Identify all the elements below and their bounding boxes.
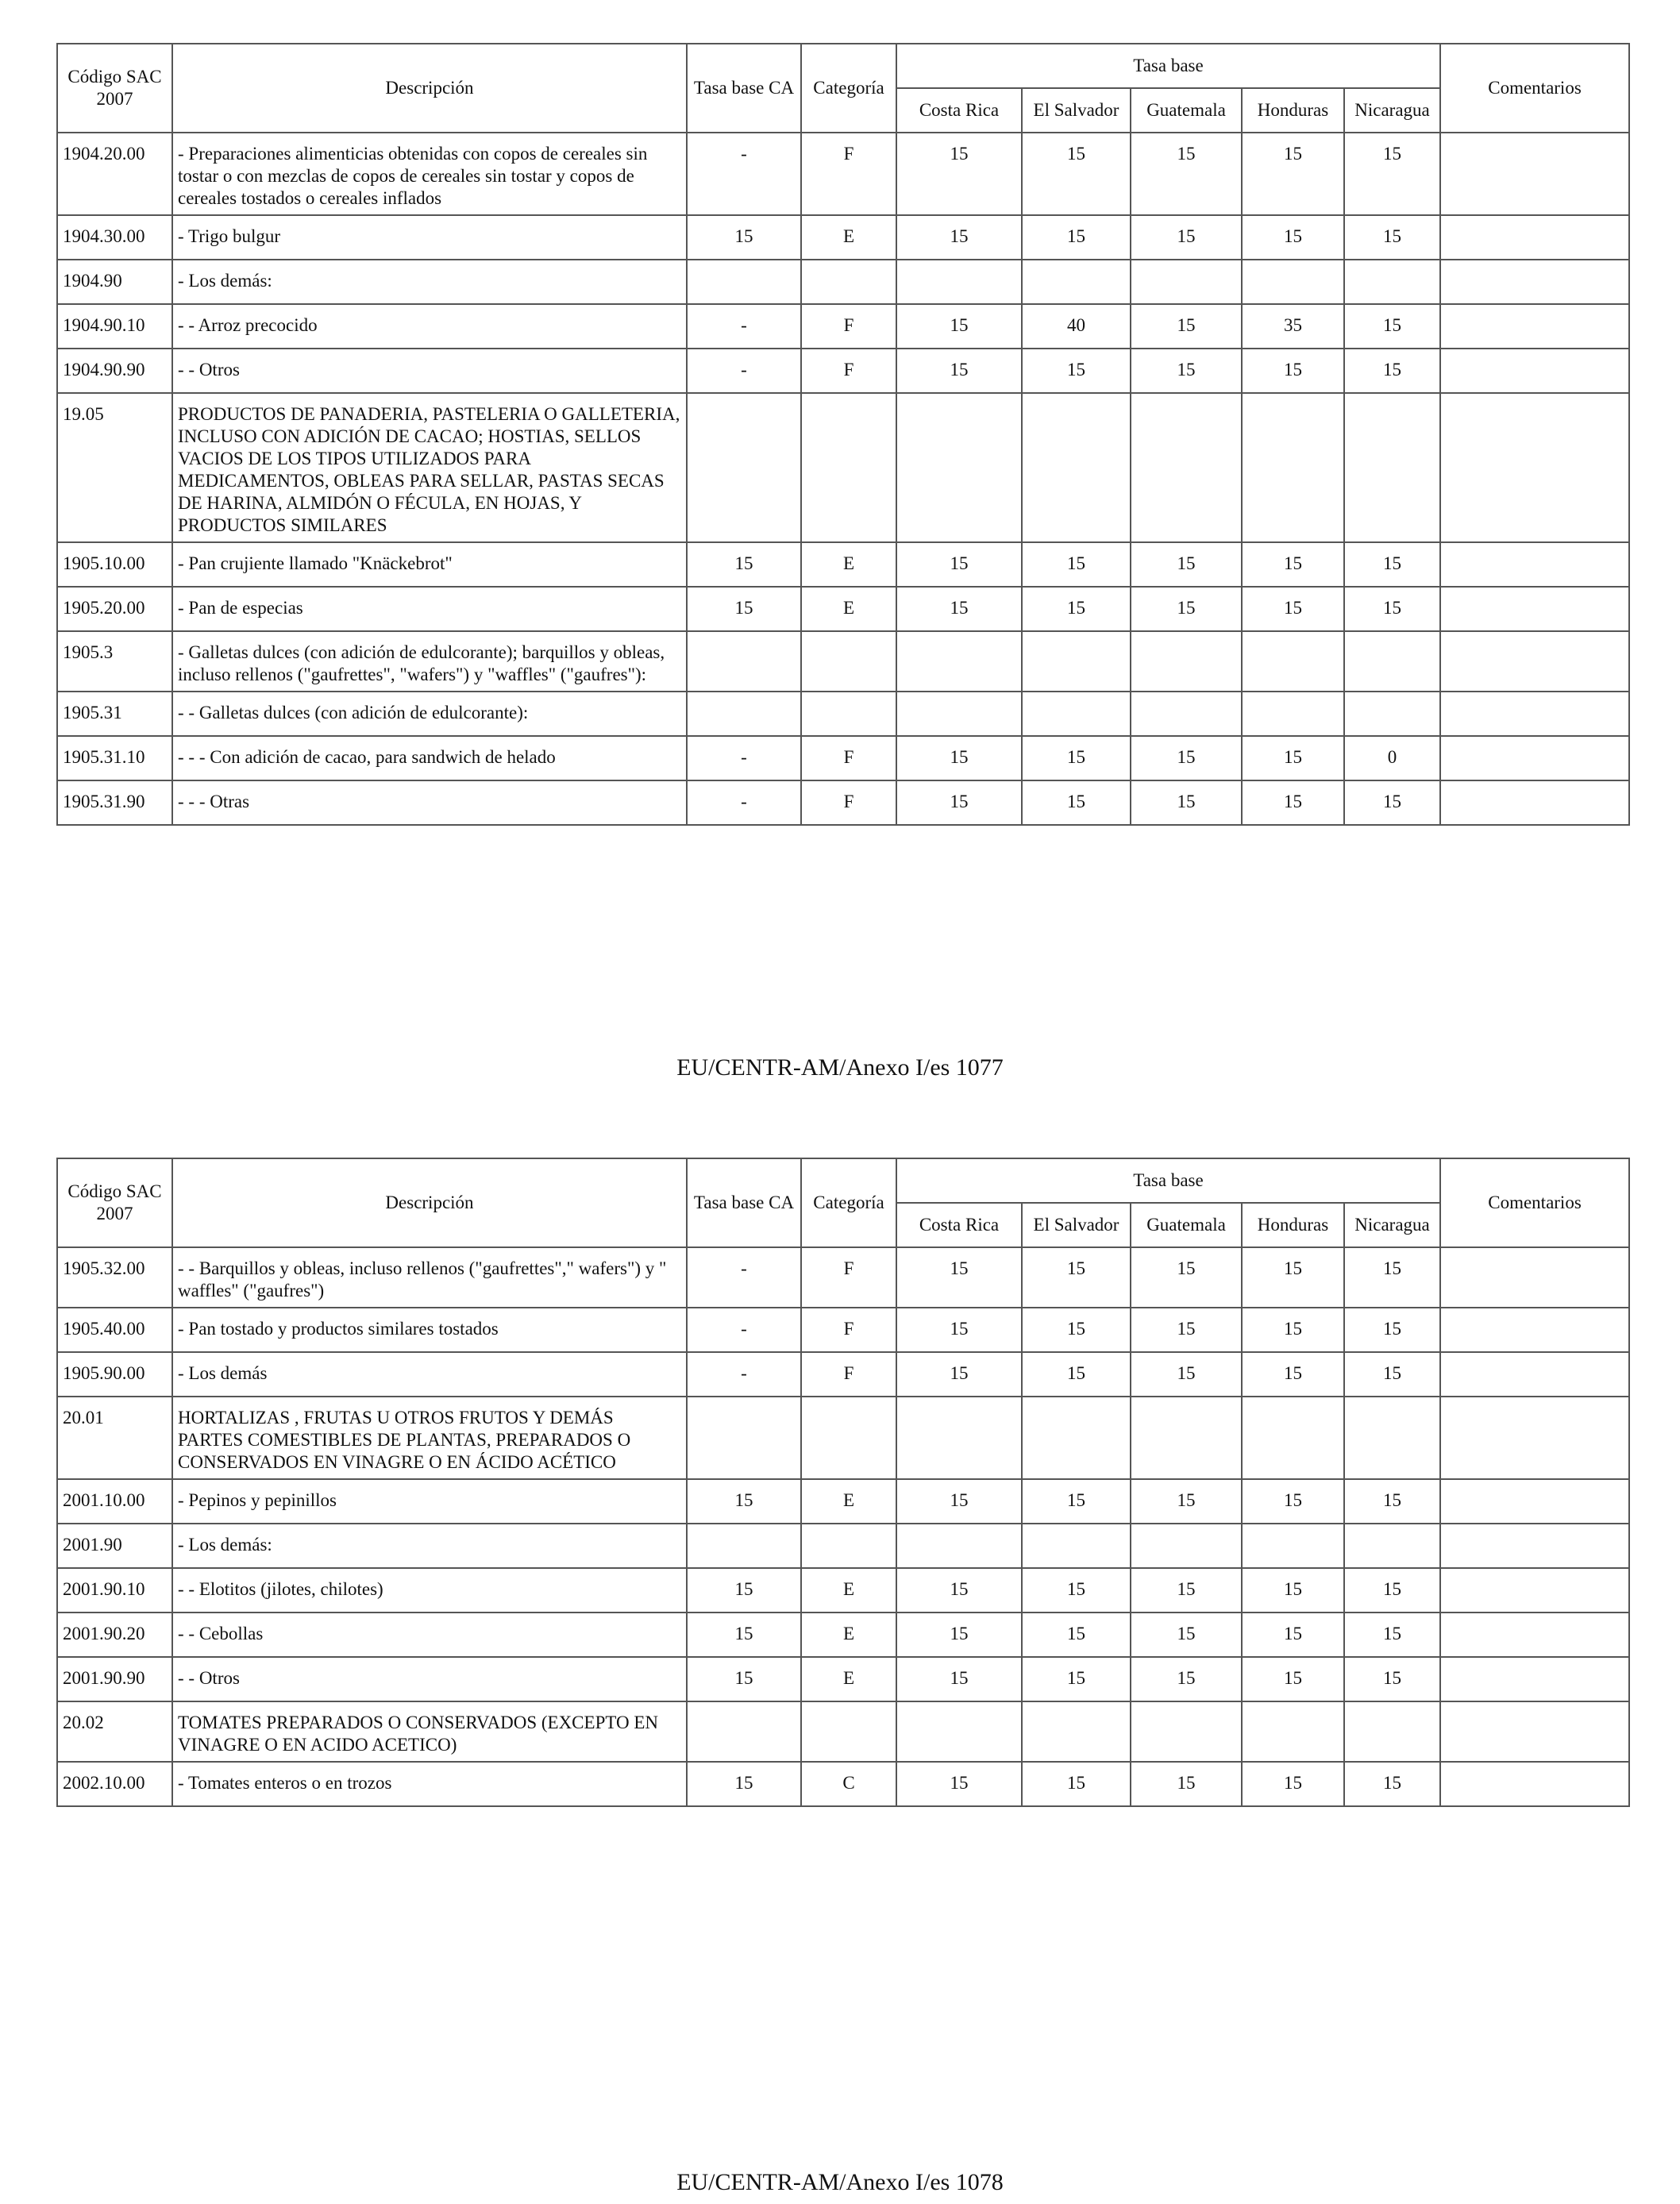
cell-code: 1904.90 <box>57 260 172 304</box>
cell-rate: 15 <box>1022 349 1131 393</box>
header-category: Categoría <box>801 1158 896 1247</box>
cell-description: - Los demás: <box>172 260 687 304</box>
cell-rate: 15 <box>1022 542 1131 587</box>
cell-code: 19.05 <box>57 393 172 542</box>
cell-comment <box>1440 1524 1629 1568</box>
table-row <box>57 1308 1629 1352</box>
cell-rate: 15 <box>896 1479 1022 1524</box>
table-row <box>57 1524 1629 1568</box>
cell-rate <box>1022 260 1131 304</box>
cell-rate: 15 <box>1242 1308 1344 1352</box>
cell-rate <box>1344 1524 1440 1568</box>
header-country: Nicaragua <box>1344 1203 1440 1247</box>
cell-category: E <box>801 542 896 587</box>
cell-rate: 15 <box>1131 1568 1242 1613</box>
cell-base-ca: - <box>687 133 801 215</box>
cell-base-ca <box>687 260 801 304</box>
cell-rate: 15 <box>896 542 1022 587</box>
table-row <box>57 349 1629 393</box>
cell-code: 1904.20.00 <box>57 133 172 215</box>
cell-comment <box>1440 1568 1629 1613</box>
header-country: Honduras <box>1242 1203 1344 1247</box>
cell-rate <box>896 692 1022 736</box>
cell-comment <box>1440 1397 1629 1479</box>
header-code: Código SAC 2007 <box>57 44 172 133</box>
cell-category <box>801 260 896 304</box>
cell-rate <box>1242 260 1344 304</box>
cell-rate: 15 <box>1242 349 1344 393</box>
cell-rate: 15 <box>896 349 1022 393</box>
cell-category <box>801 631 896 692</box>
cell-base-ca: 15 <box>687 1613 801 1657</box>
cell-rate: 15 <box>1022 215 1131 260</box>
cell-rate <box>896 631 1022 692</box>
cell-category: F <box>801 1247 896 1308</box>
cell-rate <box>1131 692 1242 736</box>
cell-code: 1904.30.00 <box>57 215 172 260</box>
cell-base-ca: - <box>687 304 801 349</box>
cell-rate <box>1131 1397 1242 1479</box>
cell-base-ca <box>687 1524 801 1568</box>
cell-code: 20.01 <box>57 1397 172 1479</box>
cell-rate: 40 <box>1022 304 1131 349</box>
cell-description: - - Cebollas <box>172 1613 687 1657</box>
cell-rate <box>1344 1397 1440 1479</box>
cell-rate <box>1344 1701 1440 1762</box>
cell-rate: 15 <box>1131 1762 1242 1806</box>
cell-comment <box>1440 631 1629 692</box>
header-category: Categoría <box>801 44 896 133</box>
cell-rate: 15 <box>1022 736 1131 780</box>
cell-rate <box>896 1397 1022 1479</box>
cell-rate: 15 <box>896 780 1022 825</box>
cell-rate <box>1242 1524 1344 1568</box>
cell-rate: 15 <box>1242 736 1344 780</box>
page-footer: EU/CENTR-AM/Anexo I/es 1077 <box>676 1054 1004 1081</box>
cell-rate <box>896 393 1022 542</box>
header-country: El Salvador <box>1022 88 1131 133</box>
cell-category: F <box>801 349 896 393</box>
table-row <box>57 1762 1629 1806</box>
header-comments: Comentarios <box>1440 44 1629 133</box>
cell-rate: 15 <box>1242 1479 1344 1524</box>
table-row <box>57 260 1629 304</box>
cell-rate: 15 <box>1022 1308 1131 1352</box>
cell-rate <box>1131 1701 1242 1762</box>
cell-rate: 15 <box>1344 1308 1440 1352</box>
cell-comment <box>1440 1308 1629 1352</box>
cell-rate: 15 <box>1242 1247 1344 1308</box>
header-country: Nicaragua <box>1344 88 1440 133</box>
cell-rate: 15 <box>1131 215 1242 260</box>
cell-rate: 15 <box>1344 215 1440 260</box>
cell-code: 2001.10.00 <box>57 1479 172 1524</box>
cell-rate <box>1131 393 1242 542</box>
cell-category: E <box>801 1613 896 1657</box>
cell-comment <box>1440 1479 1629 1524</box>
cell-rate: 15 <box>1131 780 1242 825</box>
cell-comment <box>1440 1352 1629 1397</box>
cell-base-ca: 15 <box>687 1568 801 1613</box>
cell-category: E <box>801 1568 896 1613</box>
cell-rate <box>1022 1701 1131 1762</box>
cell-base-ca: - <box>687 1308 801 1352</box>
cell-description: - Pan de especias <box>172 587 687 631</box>
cell-rate: 15 <box>1022 1568 1131 1613</box>
header-comments: Comentarios <box>1440 1158 1629 1247</box>
cell-description: - - - Otras <box>172 780 687 825</box>
cell-rate: 15 <box>896 1657 1022 1701</box>
table-row <box>57 736 1629 780</box>
table-row <box>57 304 1629 349</box>
cell-category <box>801 1524 896 1568</box>
cell-description: - - Otros <box>172 349 687 393</box>
cell-description: - - - Con adición de cacao, para sandwich de helado <box>172 736 687 780</box>
header-country: Costa Rica <box>896 88 1022 133</box>
cell-category: F <box>801 1308 896 1352</box>
table-row <box>57 1247 1629 1308</box>
cell-base-ca <box>687 1397 801 1479</box>
cell-rate <box>896 1524 1022 1568</box>
cell-code: 1905.32.00 <box>57 1247 172 1308</box>
cell-base-ca: - <box>687 349 801 393</box>
cell-rate: 15 <box>896 304 1022 349</box>
cell-rate: 15 <box>1131 587 1242 631</box>
cell-rate <box>1242 631 1344 692</box>
cell-comment <box>1440 1613 1629 1657</box>
cell-base-ca <box>687 1701 801 1762</box>
header-country: Guatemala <box>1131 88 1242 133</box>
cell-rate: 15 <box>1344 133 1440 215</box>
table-row <box>57 1657 1629 1701</box>
cell-comment <box>1440 1762 1629 1806</box>
cell-comment <box>1440 780 1629 825</box>
cell-rate: 15 <box>896 736 1022 780</box>
cell-description: - Galletas dulces (con adición de edulcorante); barquillos y obleas, incluso rellenos ("gaufrettes", "wafers") y "waffles" ("gaufres"): <box>172 631 687 692</box>
cell-rate: 0 <box>1344 736 1440 780</box>
cell-rate <box>1022 393 1131 542</box>
header-base-ca: Tasa base CA <box>687 44 801 133</box>
cell-rate: 15 <box>1344 1247 1440 1308</box>
cell-category <box>801 1397 896 1479</box>
cell-comment <box>1440 349 1629 393</box>
cell-comment <box>1440 260 1629 304</box>
cell-rate: 15 <box>1344 587 1440 631</box>
cell-base-ca: - <box>687 1247 801 1308</box>
cell-comment <box>1440 542 1629 587</box>
cell-category: F <box>801 736 896 780</box>
cell-rate: 15 <box>1131 542 1242 587</box>
cell-code: 1905.31 <box>57 692 172 736</box>
cell-category: E <box>801 215 896 260</box>
cell-rate: 15 <box>1022 1613 1131 1657</box>
cell-comment <box>1440 736 1629 780</box>
cell-rate: 15 <box>1242 1568 1344 1613</box>
cell-rate <box>1131 1524 1242 1568</box>
cell-code: 20.02 <box>57 1701 172 1762</box>
page-footer: EU/CENTR-AM/Anexo I/es 1078 <box>676 2169 1004 2195</box>
cell-rate: 15 <box>1344 1657 1440 1701</box>
cell-rate <box>1242 393 1344 542</box>
cell-rate: 15 <box>1131 1308 1242 1352</box>
table-row <box>57 215 1629 260</box>
cell-category: E <box>801 1657 896 1701</box>
cell-rate: 15 <box>1344 1762 1440 1806</box>
table-row <box>57 1397 1629 1479</box>
cell-rate: 15 <box>1242 1352 1344 1397</box>
cell-rate <box>1242 1397 1344 1479</box>
cell-rate <box>1242 692 1344 736</box>
cell-comment <box>1440 304 1629 349</box>
cell-description: - Tomates enteros o en trozos <box>172 1762 687 1806</box>
cell-rate <box>1022 1524 1131 1568</box>
table-row <box>57 780 1629 825</box>
cell-rate: 15 <box>1022 587 1131 631</box>
tariff-table <box>56 43 1630 826</box>
cell-rate <box>1344 692 1440 736</box>
cell-code: 1905.40.00 <box>57 1308 172 1352</box>
cell-comment <box>1440 587 1629 631</box>
cell-description: - Trigo bulgur <box>172 215 687 260</box>
header-base-rate: Tasa base <box>896 44 1440 88</box>
cell-rate: 15 <box>1344 1479 1440 1524</box>
cell-code: 2001.90.90 <box>57 1657 172 1701</box>
cell-description: PRODUCTOS DE PANADERIA, PASTELERIA O GALLETERIA, INCLUSO CON ADICIÓN DE CACAO; HOSTIAS, SELLOS VACIOS DE LOS TIPOS UTILIZADOS PARA MEDICAMENTOS, OBLEAS PARA SELLAR, PASTAS SECAS DE HARINA, ALMIDÓN O FÉCULA, EN HOJAS, Y PRODUCTOS SIMILARES <box>172 393 687 542</box>
cell-rate: 15 <box>896 133 1022 215</box>
cell-rate <box>1022 631 1131 692</box>
cell-base-ca <box>687 393 801 542</box>
cell-code: 1904.90.90 <box>57 349 172 393</box>
cell-code: 1905.10.00 <box>57 542 172 587</box>
cell-code: 1905.31.10 <box>57 736 172 780</box>
cell-base-ca <box>687 692 801 736</box>
cell-base-ca: 15 <box>687 1762 801 1806</box>
cell-rate: 15 <box>1242 133 1344 215</box>
header-country: El Salvador <box>1022 1203 1131 1247</box>
cell-description: - Los demás <box>172 1352 687 1397</box>
cell-description: - - Barquillos y obleas, incluso rellenos ("gaufrettes"," wafers") y " waffles" ("gaufres") <box>172 1247 687 1308</box>
table-row <box>57 542 1629 587</box>
table-row <box>57 1613 1629 1657</box>
table-row <box>57 1568 1629 1613</box>
cell-rate <box>1344 260 1440 304</box>
table-row <box>57 1701 1629 1762</box>
cell-rate: 15 <box>1131 1657 1242 1701</box>
cell-rate: 15 <box>1131 1352 1242 1397</box>
cell-category: F <box>801 780 896 825</box>
cell-rate: 15 <box>1131 304 1242 349</box>
cell-rate: 35 <box>1242 304 1344 349</box>
cell-rate: 15 <box>1022 1479 1131 1524</box>
cell-rate: 15 <box>1242 1762 1344 1806</box>
table-row <box>57 393 1629 542</box>
header-country: Honduras <box>1242 88 1344 133</box>
cell-rate: 15 <box>1242 1657 1344 1701</box>
cell-rate: 15 <box>1131 1247 1242 1308</box>
cell-base-ca: - <box>687 1352 801 1397</box>
header-description: Descripción <box>172 1158 687 1247</box>
cell-base-ca <box>687 631 801 692</box>
cell-description: HORTALIZAS , FRUTAS U OTROS FRUTOS Y DEMÁS PARTES COMESTIBLES DE PLANTAS, PREPARADOS O CONSERVADOS EN VINAGRE O EN ÁCIDO ACÉTICO <box>172 1397 687 1479</box>
header-code: Código SAC 2007 <box>57 1158 172 1247</box>
cell-rate: 15 <box>1242 587 1344 631</box>
cell-rate <box>1022 692 1131 736</box>
cell-base-ca: 15 <box>687 215 801 260</box>
cell-description: TOMATES PREPARADOS O CONSERVADOS (EXCEPTO EN VINAGRE O EN ACIDO ACETICO) <box>172 1701 687 1762</box>
table-row <box>57 1352 1629 1397</box>
cell-rate <box>896 260 1022 304</box>
cell-category: F <box>801 133 896 215</box>
cell-rate: 15 <box>1022 1762 1131 1806</box>
cell-code: 2001.90.10 <box>57 1568 172 1613</box>
cell-category <box>801 692 896 736</box>
cell-rate: 15 <box>1022 133 1131 215</box>
table-row <box>57 133 1629 215</box>
cell-rate <box>896 1701 1022 1762</box>
cell-code: 2001.90 <box>57 1524 172 1568</box>
cell-rate: 15 <box>896 1568 1022 1613</box>
cell-rate: 15 <box>1022 1352 1131 1397</box>
cell-base-ca: - <box>687 736 801 780</box>
cell-rate: 15 <box>896 1308 1022 1352</box>
cell-description: - Los demás: <box>172 1524 687 1568</box>
cell-rate: 15 <box>896 1613 1022 1657</box>
table-body <box>57 1247 1629 1806</box>
cell-code: 1905.31.90 <box>57 780 172 825</box>
table-row <box>57 692 1629 736</box>
table-body <box>57 133 1629 825</box>
cell-comment <box>1440 692 1629 736</box>
cell-code: 1905.3 <box>57 631 172 692</box>
cell-description: - - Otros <box>172 1657 687 1701</box>
cell-rate: 15 <box>1242 542 1344 587</box>
cell-rate: 15 <box>1344 349 1440 393</box>
header-base-rate: Tasa base <box>896 1158 1440 1203</box>
cell-comment <box>1440 1657 1629 1701</box>
cell-description: - Pan tostado y productos similares tostados <box>172 1308 687 1352</box>
cell-code: 2001.90.20 <box>57 1613 172 1657</box>
tariff-table <box>56 1158 1630 1807</box>
cell-base-ca: 15 <box>687 1479 801 1524</box>
cell-description: - Pepinos y pepinillos <box>172 1479 687 1524</box>
header-description: Descripción <box>172 44 687 133</box>
cell-category: E <box>801 1479 896 1524</box>
cell-comment <box>1440 133 1629 215</box>
cell-rate: 15 <box>1344 542 1440 587</box>
cell-rate: 15 <box>1344 304 1440 349</box>
cell-rate: 15 <box>1242 215 1344 260</box>
cell-base-ca: 15 <box>687 587 801 631</box>
cell-comment <box>1440 1701 1629 1762</box>
table-row <box>57 1479 1629 1524</box>
cell-description: - - Arroz precocido <box>172 304 687 349</box>
cell-category: F <box>801 304 896 349</box>
cell-base-ca: - <box>687 780 801 825</box>
cell-rate: 15 <box>1131 133 1242 215</box>
table-row <box>57 587 1629 631</box>
cell-rate: 15 <box>1242 1613 1344 1657</box>
cell-rate: 15 <box>896 1352 1022 1397</box>
cell-rate: 15 <box>1344 780 1440 825</box>
header-country: Guatemala <box>1131 1203 1242 1247</box>
cell-code: 2002.10.00 <box>57 1762 172 1806</box>
cell-code: 1905.20.00 <box>57 587 172 631</box>
table-row <box>57 631 1629 692</box>
cell-rate: 15 <box>1131 349 1242 393</box>
cell-rate: 15 <box>1344 1568 1440 1613</box>
cell-description: - Pan crujiente llamado "Knäckebrot" <box>172 542 687 587</box>
cell-description: - - Elotitos (jilotes, chilotes) <box>172 1568 687 1613</box>
cell-code: 1904.90.10 <box>57 304 172 349</box>
cell-rate: 15 <box>1344 1352 1440 1397</box>
cell-rate <box>1344 393 1440 542</box>
cell-base-ca: 15 <box>687 542 801 587</box>
cell-rate: 15 <box>1131 1613 1242 1657</box>
cell-rate: 15 <box>1022 1247 1131 1308</box>
cell-rate: 15 <box>896 1247 1022 1308</box>
cell-comment <box>1440 1247 1629 1308</box>
cell-description: - Preparaciones alimenticias obtenidas con copos de cereales sin tostar o con mezclas de copos de cereales sin tostar y copos de cereales tostados o cereales inflados <box>172 133 687 215</box>
cell-rate: 15 <box>1022 1657 1131 1701</box>
cell-category: E <box>801 587 896 631</box>
cell-rate: 15 <box>896 587 1022 631</box>
cell-rate: 15 <box>1131 736 1242 780</box>
cell-rate: 15 <box>1242 780 1344 825</box>
cell-rate: 15 <box>1131 1479 1242 1524</box>
cell-rate <box>1131 260 1242 304</box>
cell-rate <box>1131 631 1242 692</box>
cell-rate: 15 <box>1022 780 1131 825</box>
header-country: Costa Rica <box>896 1203 1022 1247</box>
cell-category: C <box>801 1762 896 1806</box>
cell-base-ca: 15 <box>687 1657 801 1701</box>
cell-rate: 15 <box>896 1762 1022 1806</box>
cell-category: F <box>801 1352 896 1397</box>
cell-description: - - Galletas dulces (con adición de edulcorante): <box>172 692 687 736</box>
cell-comment <box>1440 393 1629 542</box>
cell-category <box>801 393 896 542</box>
cell-rate: 15 <box>896 215 1022 260</box>
cell-rate <box>1022 1397 1131 1479</box>
cell-comment <box>1440 215 1629 260</box>
cell-code: 1905.90.00 <box>57 1352 172 1397</box>
cell-rate <box>1242 1701 1344 1762</box>
cell-rate <box>1344 631 1440 692</box>
cell-rate: 15 <box>1344 1613 1440 1657</box>
header-base-ca: Tasa base CA <box>687 1158 801 1247</box>
cell-category <box>801 1701 896 1762</box>
